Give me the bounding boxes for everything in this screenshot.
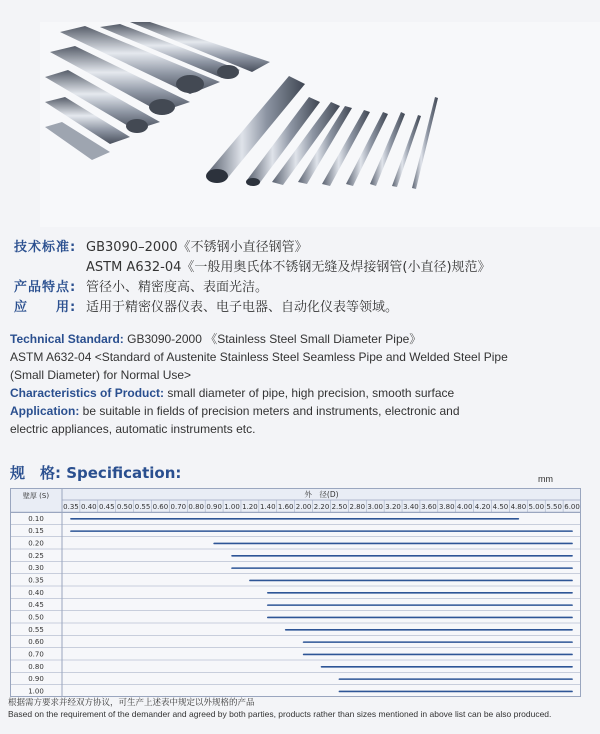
- wall-thickness-label: 0.50: [28, 613, 44, 622]
- wall-thickness-label: 0.25: [28, 551, 44, 560]
- wall-thickness-label: 0.60: [28, 638, 44, 647]
- cn-features-value: 管径小、精密度高、表面光洁。: [86, 280, 269, 295]
- en-characteristics-value: small diameter of pipe, high precision, smooth surface: [164, 386, 455, 400]
- outer-diameter-tick: 0.35: [63, 503, 79, 511]
- outer-diameter-tick: 3.20: [385, 503, 401, 511]
- cn-tech-standard-row: [14, 238, 491, 258]
- wall-thickness-label: 0.35: [28, 576, 44, 585]
- outer-diameter-tick: 2.50: [331, 503, 348, 511]
- column-header-label: 外 径(D): [304, 490, 339, 499]
- outer-diameter-tick: 0.55: [134, 503, 151, 511]
- outer-diameter-tick: 1.40: [260, 503, 276, 511]
- cn-tech-standard-value: GB3090–2000《不锈钢小直径钢管》: [86, 240, 308, 255]
- outer-diameter-tick: 4.80: [510, 503, 527, 511]
- outer-diameter-tick: 3.40: [403, 503, 419, 511]
- en-application-value: be suitable in fields of precision meters and instruments, electronic and: [79, 404, 460, 418]
- cn-application-row: [14, 298, 491, 318]
- wall-thickness-label: 0.80: [28, 662, 44, 671]
- en-tech-standard-label: Technical Standard:: [10, 332, 124, 346]
- cn-features-row: [14, 278, 491, 298]
- spec-table-svg: [10, 488, 581, 697]
- en-application-label: Application:: [10, 404, 80, 418]
- footer-en: Based on the requirement of the demander and agreed by both parties, products rather than sizes mentioned in above list can be also produced.: [8, 709, 552, 719]
- cn-features-label: 产品特点:: [14, 280, 77, 295]
- en-astm-line-1: ASTM A632-04 <Standard of Austenite Stainless Steel Seamless Pipe and Welded Steel Pipe: [10, 350, 508, 364]
- wall-thickness-label: 0.45: [28, 601, 44, 610]
- outer-diameter-tick: 3.00: [367, 503, 383, 511]
- outer-diameter-tick: 0.80: [188, 503, 205, 511]
- steel-pipes-image: [40, 22, 600, 227]
- cn-tech-standard-value-2: ASTM A632-04《一般用奥氏体不锈钢无缝及焊接钢管(小直径)规范》: [86, 260, 491, 275]
- wall-thickness-label: 1.00: [28, 687, 44, 696]
- outer-diameter-tick: 0.45: [98, 503, 115, 511]
- wall-thickness-label: 0.70: [28, 650, 44, 659]
- chinese-description: [14, 238, 491, 318]
- wall-thickness-label: 0.30: [28, 564, 44, 573]
- outer-diameter-tick: 5.00: [528, 503, 545, 511]
- outer-diameter-tick: 0.70: [170, 503, 187, 511]
- wall-thickness-label: 0.55: [28, 625, 44, 634]
- wall-thickness-label: 0.90: [28, 675, 44, 684]
- outer-diameter-tick: 0.40: [81, 503, 97, 511]
- wall-thickness-label: 0.40: [28, 588, 44, 597]
- outer-diameter-tick: 6.00: [564, 503, 580, 511]
- outer-diameter-tick: 4.00: [456, 503, 473, 511]
- outer-diameter-tick: 4.20: [474, 503, 491, 511]
- en-tech-standard-value: GB3090-2000 《Stainless Steel Small Diameter Pipe》: [123, 332, 422, 346]
- spec-table: [10, 488, 581, 697]
- en-astm-line-2: (Small Diameter) for Normal Use>: [10, 368, 192, 382]
- outer-diameter-tick: 1.60: [277, 503, 294, 511]
- cn-tech-standard-row-2: [14, 258, 491, 278]
- outer-diameter-tick: 0.50: [116, 503, 133, 511]
- en-characteristics-label: Characteristics of Product:: [10, 386, 165, 400]
- en-characteristics-row: [10, 384, 595, 402]
- footer-note: [8, 698, 598, 720]
- wall-thickness-label: 0.20: [28, 539, 44, 548]
- outer-diameter-tick: 1.20: [242, 503, 258, 511]
- cn-application-value: 适用于精密仪器仪表、电子电器、自动化仪表等领域。: [86, 300, 399, 315]
- outer-diameter-tick: 2.20: [313, 503, 330, 511]
- outer-diameter-tick: 2.80: [349, 503, 366, 511]
- outer-diameter-tick: 1.00: [224, 503, 240, 511]
- outer-diameter-tick: 5.50: [546, 503, 562, 511]
- en-application-line-2: electric appliances, automatic instruments etc.: [10, 422, 256, 436]
- outer-diameter-tick: 0.90: [206, 503, 222, 511]
- cn-tech-standard-label: 技术标准:: [14, 240, 77, 255]
- wall-thickness-label: 0.15: [28, 527, 44, 536]
- en-tech-standard-row: [10, 330, 595, 348]
- outer-diameter-tick: 2.00: [295, 503, 312, 511]
- spec-unit: mm: [538, 474, 553, 484]
- outer-diameter-tick: 3.60: [421, 503, 437, 511]
- outer-diameter-tick: 0.60: [152, 503, 169, 511]
- row-header-label: 壁厚 (S): [22, 492, 50, 500]
- product-photo: [40, 22, 600, 227]
- outer-diameter-tick: 4.50: [492, 503, 509, 511]
- spec-title: 规 格: Specification:: [10, 464, 182, 482]
- en-application-row: [10, 402, 595, 420]
- english-description: [10, 330, 595, 438]
- wall-thickness-label: 0.10: [28, 514, 44, 523]
- footer-cn: 根据需方要求并经双方协议，可生产上述表中规定以外规格的产品: [8, 698, 255, 708]
- outer-diameter-tick: 3.80: [438, 503, 455, 511]
- cn-application-label: 应 用:: [14, 300, 77, 315]
